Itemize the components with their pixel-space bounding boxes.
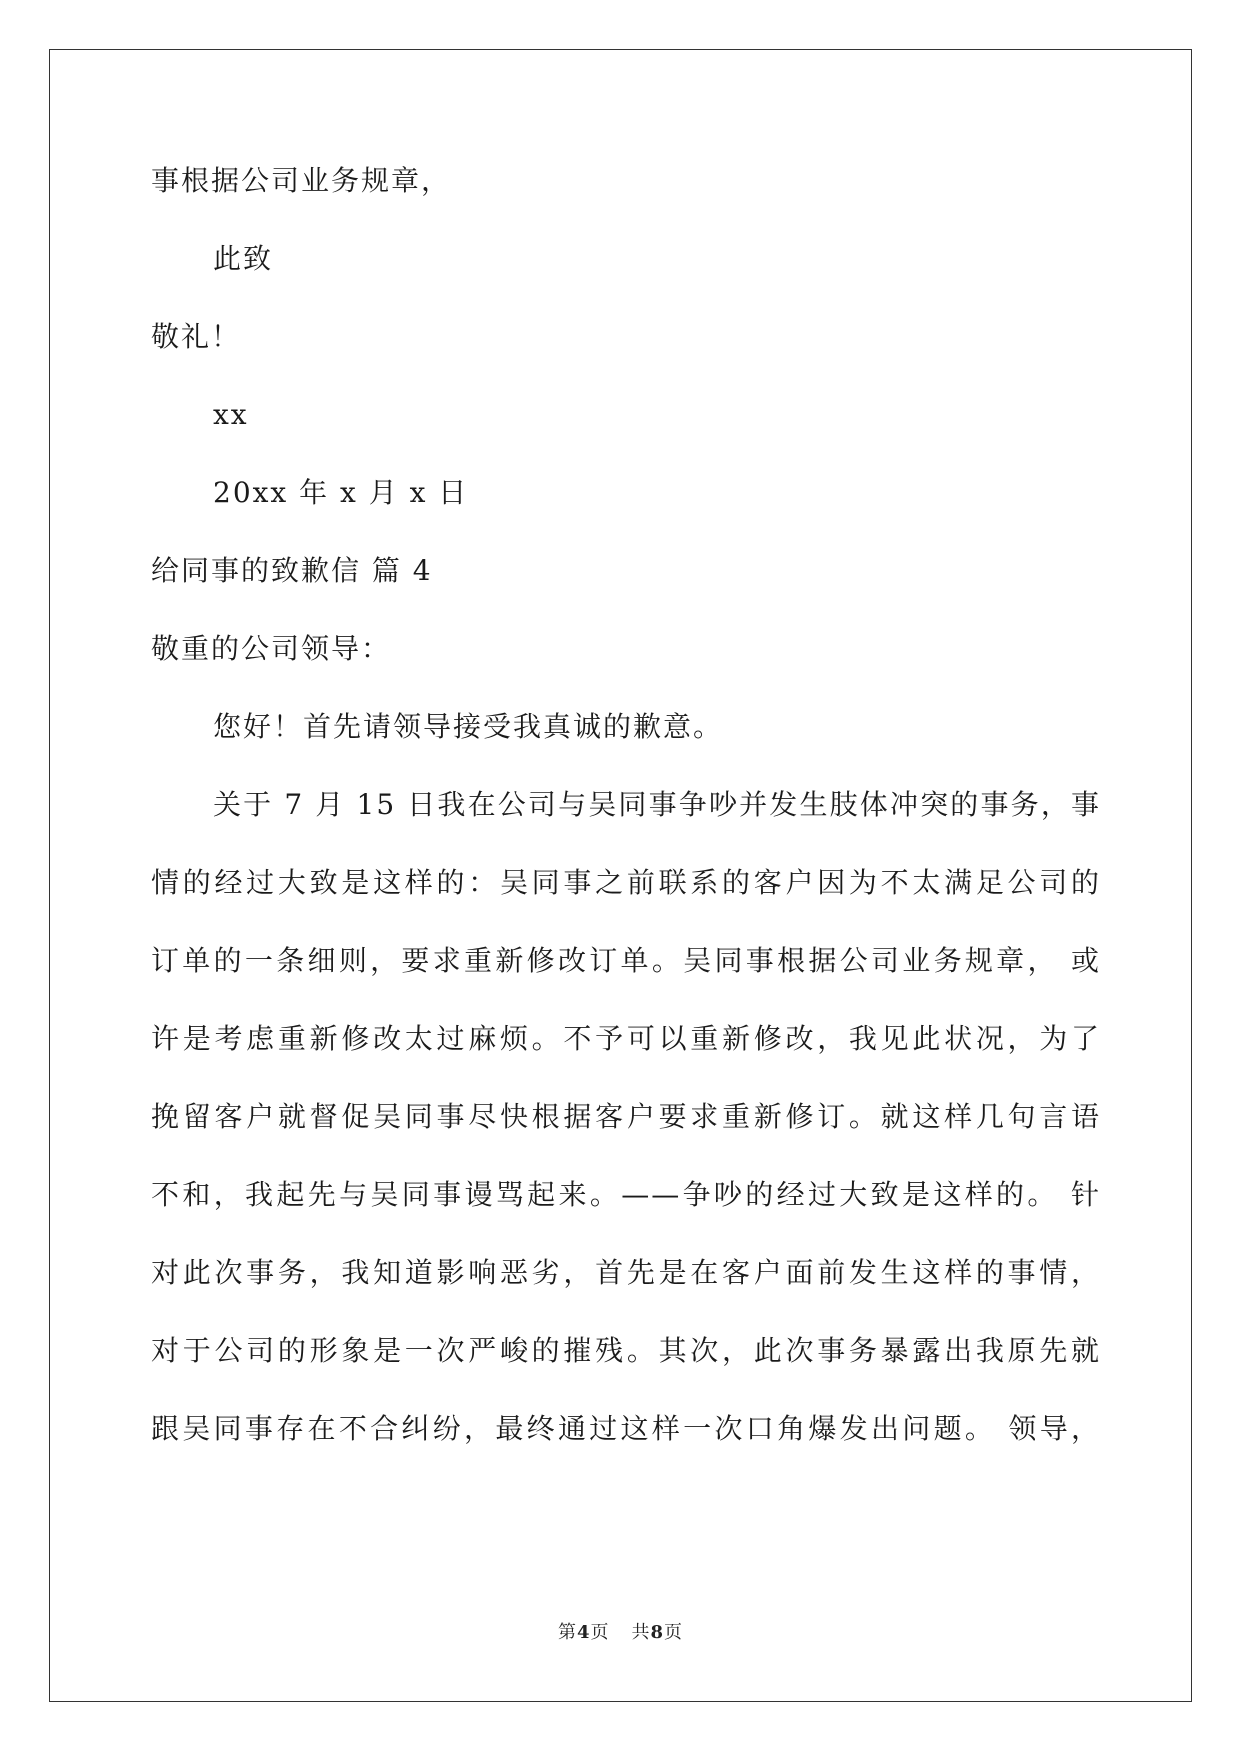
closing-regards: 敬礼！	[151, 320, 242, 353]
signature-name: xx	[213, 398, 249, 431]
text-line: 跟吴同事存在不合纠纷，最终通过这样一次口角爆发出问题。 领导，	[151, 1414, 1101, 1444]
letter-greeting: 敬重的公司领导：	[151, 632, 392, 665]
text-line: 情的经过大致是这样的：吴同事之前联系的客户因为不太满足公司的	[151, 868, 1101, 898]
text-line: 事根据公司业务规章，	[151, 164, 452, 197]
text-line: 许是考虑重新修改太过麻烦。不予可以重新修改，我见此状况，为了	[151, 1024, 1101, 1054]
page-suffix: 页	[590, 1622, 610, 1643]
total-prefix: 共	[631, 1622, 651, 1643]
text-line: 您好！首先请领导接受我真诚的歉意。	[213, 710, 724, 743]
closing-salutation: 此致	[213, 242, 274, 275]
total-suffix: 页	[664, 1622, 684, 1643]
page-prefix: 第	[557, 1622, 577, 1643]
text-line: 关于 7 月 15 日我在公司与吴同事争吵并发生肢体冲突的事务，事	[213, 790, 1101, 820]
document-body	[151, 166, 1101, 1492]
section-heading: 给同事的致歉信 篇 4	[151, 554, 433, 587]
text-line: 对此次事务，我知道影响恶劣，首先是在客户面前发生这样的事情，	[151, 1258, 1101, 1288]
signature-date: 20xx 年 x 月 x 日	[213, 476, 469, 509]
page-footer	[0, 1618, 1241, 1644]
text-line: 订单的一条细则，要求重新修改订单。吴同事根据公司业务规章， 或	[151, 946, 1101, 976]
text-line: 挽留客户就督促吴同事尽快根据客户要求重新修订。就这样几句言语	[151, 1102, 1101, 1132]
page-number: 4	[576, 1622, 591, 1643]
text-line: 对于公司的形象是一次严峻的摧残。其次，此次事务暴露出我原先就	[151, 1336, 1101, 1366]
total-pages: 8	[650, 1622, 665, 1643]
text-line: 不和，我起先与吴同事谩骂起来。——争吵的经过大致是这样的。 针	[151, 1180, 1101, 1210]
